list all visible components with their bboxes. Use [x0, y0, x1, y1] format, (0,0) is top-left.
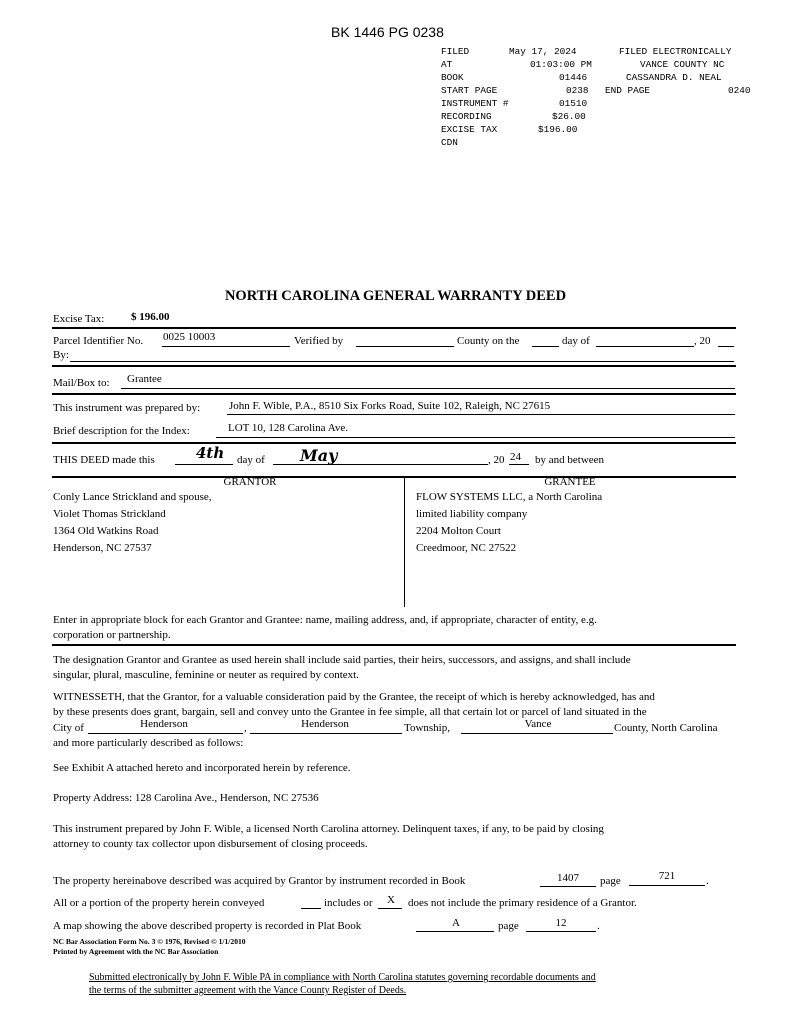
at-time: 01:03:00 PM	[530, 59, 592, 70]
portion-mark: X	[387, 894, 395, 906]
map-book: A	[452, 917, 460, 929]
prepared-value: John F. Wible, P.A., 8510 Six Forks Road, Suite 102, Raleigh, NC 27615	[229, 400, 551, 412]
attorney-note-line: This instrument prepared by John F. Wible, a licensed North Carolina attorney. Delinquent taxes, if any, to be paid by closing	[53, 823, 604, 835]
designation-line: singular, plural, masculine, feminine or neuter as required by context.	[53, 668, 359, 681]
acquired-end: .	[706, 875, 709, 887]
instructions-line: Enter in appropriate block for each Grantor and Grantee: name, mailing address, and, if appropriate, character of entity, e.g.	[53, 614, 597, 626]
county-underline	[461, 733, 613, 734]
parcel-label: Parcel Identifier No.	[53, 335, 144, 347]
map-page-underline	[526, 931, 596, 932]
start-page-value: 0238	[566, 85, 589, 96]
book-page-stamp: BK 1446 PG 0238	[331, 24, 444, 40]
acquired-page-underline	[629, 885, 705, 886]
designation-line: The designation Grantor and Grantee as used herein shall include said parties, their heirs, successors, and assigns, and shall include	[53, 654, 631, 666]
verified-underline	[356, 346, 454, 347]
deed-date-label: THIS DEED made this	[53, 454, 155, 466]
grantor-block	[53, 489, 212, 557]
grantor-line: Henderson, NC 27537	[53, 542, 152, 554]
end-page-label: END PAGE	[605, 85, 651, 96]
parcel-value: 0025 10003	[163, 331, 216, 343]
book-label: BOOK	[441, 72, 464, 83]
county-nc-label: County, North Carolina	[614, 722, 718, 734]
instructions-line: corporation or partnership.	[53, 628, 171, 641]
year-suffix: 24	[510, 451, 521, 463]
map-end: .	[597, 920, 600, 932]
book-value: 01446	[559, 72, 588, 83]
map-page: 12	[555, 917, 567, 929]
grantee-line: 2204 Molton Court	[416, 525, 501, 537]
filed-date: May 17, 2024	[509, 46, 577, 57]
divider	[52, 365, 736, 367]
acquired-book: 1407	[557, 872, 579, 884]
grantor-header: GRANTOR	[223, 476, 277, 488]
end-page-value: 0240	[728, 85, 751, 96]
at-label: AT	[441, 59, 453, 70]
divider	[52, 442, 736, 444]
excise-tax-value: $ 196.00	[131, 311, 170, 323]
printed-by: Printed by Agreement with the NC Bar Association	[53, 947, 219, 956]
township-value: Henderson	[301, 718, 349, 730]
year-underline	[718, 346, 734, 347]
city-label: City of	[53, 722, 84, 734]
city-value: Henderson	[140, 718, 188, 730]
divider	[52, 327, 736, 329]
submitted-notice	[89, 971, 596, 997]
day-underline	[532, 346, 559, 347]
submitted-line: the terms of the submitter agreement with the Vance County Register of Deeds.	[89, 985, 407, 996]
month-underline	[596, 346, 694, 347]
verified-label: Verified by	[294, 335, 344, 347]
brief-value: LOT 10, 128 Carolina Ave.	[228, 422, 348, 434]
grantee-line: FLOW SYSTEMS LLC, a North Carolina	[416, 491, 603, 503]
cdn-label: CDN	[441, 137, 458, 148]
map-page-label: page	[498, 920, 519, 932]
by-and-between: by and between	[535, 454, 605, 466]
instrument-value: 01510	[559, 98, 588, 109]
deed-month-handwritten: May	[300, 446, 338, 465]
mail-value: Grantee	[127, 373, 162, 385]
acquired-book-underline	[540, 886, 596, 887]
acquired-label: The property hereinabove described was acquired by Grantor by instrument recorded in Book	[53, 875, 466, 887]
parcel-underline	[162, 346, 290, 347]
divider	[52, 393, 736, 395]
witnesseth-line: WITNESSETH, that the Grantor, for a valuable consideration paid by the Grantee, the receipt of which is hereby acknowledged, has and	[53, 691, 655, 703]
attorney-note-line: attorney to county tax collector upon disbursement of closing proceeds.	[53, 837, 368, 850]
county-label: VANCE COUNTY NC	[640, 59, 725, 70]
filed-note: FILED ELECTRONICALLY	[619, 46, 732, 57]
includes-underline	[301, 908, 321, 909]
year-prefix: , 20	[488, 454, 505, 466]
by-label: By:	[53, 349, 69, 361]
prepared-label: This instrument was prepared by:	[53, 402, 201, 414]
excise-tax-label: Excise Tax:	[53, 313, 105, 325]
map-label: A map showing the above described property is recorded in Plat Book	[53, 920, 362, 932]
county-on-label: County on the	[457, 335, 520, 347]
recording-fee-value: $26.00	[552, 111, 586, 122]
portion-label: All or a portion of the property herein conveyed	[53, 897, 265, 909]
excise-value: $196.00	[538, 124, 578, 135]
day-underline	[175, 464, 233, 465]
column-divider	[404, 477, 405, 607]
described-as: and more particularly described as follows:	[53, 737, 244, 749]
filed-label: FILED	[441, 46, 470, 57]
divider	[52, 476, 736, 478]
recording-fee-label: RECORDING	[441, 111, 492, 122]
exhibit-reference: See Exhibit A attached hereto and incorporated herein by reference.	[53, 762, 351, 774]
grantee-line: Creedmoor, NC 27522	[416, 542, 517, 554]
mail-label: Mail/Box to:	[53, 377, 110, 389]
grantee-block	[416, 489, 602, 557]
brief-label: Brief description for the Index:	[53, 425, 190, 437]
acquired-page: 721	[658, 870, 676, 882]
city-underline	[88, 733, 243, 734]
excise-label: EXCISE TAX	[441, 124, 498, 135]
year-prefix: , 20	[694, 335, 711, 347]
by-underline	[70, 361, 734, 362]
instructions	[53, 613, 597, 642]
city-comma: ,	[244, 722, 247, 734]
year-underline	[509, 464, 529, 465]
grantor-line: 1364 Old Watkins Road	[53, 525, 159, 537]
acquired-page-label: page	[600, 875, 621, 887]
brief-underline	[216, 437, 735, 438]
designation	[53, 653, 631, 682]
grantee-header: GRANTEE	[544, 476, 596, 488]
county-value: Vance	[524, 718, 552, 730]
page-title: NORTH CAROLINA GENERAL WARRANTY DEED	[224, 288, 567, 304]
month-underline	[273, 464, 488, 465]
grantor-line: Conly Lance Strickland and spouse,	[53, 491, 212, 503]
instrument-label: INSTRUMENT #	[441, 98, 509, 109]
mail-underline	[121, 388, 735, 389]
portion-rest: does not include the primary residence of a Grantor.	[408, 897, 637, 909]
submitted-line: Submitted electronically by John F. Wible PA in compliance with North Carolina statutes governing recordable documents and	[89, 972, 596, 983]
township-underline	[250, 733, 402, 734]
day-of-label: day of	[237, 454, 265, 466]
form-number: NC Bar Association Form No. 3 © 1976, Revised © 1/1/2010	[53, 937, 246, 946]
start-page-label: START PAGE	[441, 85, 498, 96]
deed-day-handwritten: 4th	[196, 444, 225, 462]
register-name: CASSANDRA D. NEAL	[626, 72, 722, 83]
grantee-line: limited liability company	[416, 508, 528, 520]
attorney-note	[53, 822, 604, 851]
day-of-label: day of	[562, 335, 590, 347]
property-address: Property Address: 128 Carolina Ave., Henderson, NC 27536	[53, 792, 319, 804]
grantor-line: Violet Thomas Strickland	[53, 508, 166, 520]
mark-underline	[378, 908, 402, 909]
prepared-underline	[227, 414, 735, 415]
map-book-underline	[416, 931, 494, 932]
portion-includes: includes or	[324, 897, 373, 909]
township-label: Township,	[404, 722, 450, 734]
witnesseth-line: by these presents does grant, bargain, sell and convey unto the Grantee in fee simple, all that certain lot or parcel of land situated in the	[53, 705, 647, 718]
divider	[52, 644, 736, 646]
witnesseth	[53, 690, 655, 719]
